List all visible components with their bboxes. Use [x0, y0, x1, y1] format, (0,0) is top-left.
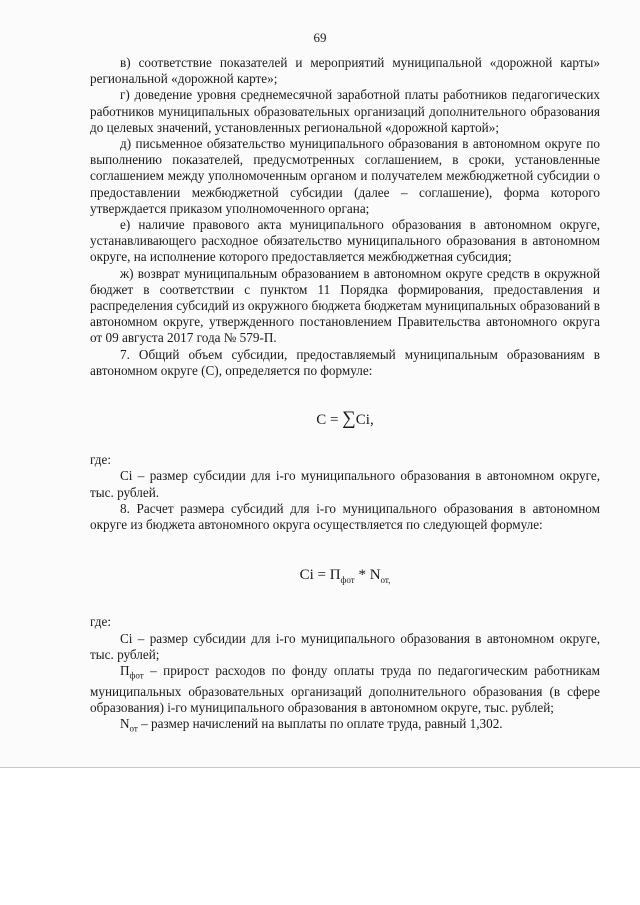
- where-label-2: где:: [90, 614, 111, 630]
- where-label-1: где:: [90, 452, 111, 468]
- not-subscript: от: [129, 723, 138, 734]
- not-text: – размер начислений на выплаты по оплате труда, равный 1,302.: [137, 716, 503, 732]
- formula-municipal-subsidy: [90, 567, 600, 588]
- page-number: 69: [313, 30, 327, 45]
- item-v: в) соответствие показателей и мероприятий муниципальной «дорожной карты» региональной «дорожной карте»;: [90, 55, 600, 87]
- item-d: д) письменное обязательство муниципального образования в автономном округе по выполнению показателей, предусмотренных соглашением, в сроки, установленные соглашением между уполномоченным органом и получателем межбюджетной субсидии о предоставлении межбюджетной субсидии (далее – соглашение), форма которого утверждается приказом уполномоченного органа;: [90, 136, 600, 216]
- pfot-subscript: фот: [129, 670, 144, 681]
- ci-definition-1: Ci – размер субсидии для i-го муниципального образования в автономном округе, тыс. рублей.: [90, 468, 600, 500]
- document-body: [90, 55, 600, 737]
- item-g: г) доведение уровня среднемесячной заработной платы работников педагогических работников муниципальных образовательных организаций дополнительного образования до целевых значений, установленных региональной «дорожной картой»;: [90, 87, 600, 135]
- not-definition: [90, 716, 600, 737]
- formula-2-lhs: Ci = П: [299, 567, 341, 584]
- item-e: е) наличие правового акта муниципального образования в автономном округе, устанавливающего расходное обязательство муниципального образования в автономном округе, на исполнение которого предоставляется межбюджетная субсидия;: [90, 217, 600, 265]
- pfot-definition: [90, 663, 600, 716]
- not-symbol: N: [120, 716, 130, 732]
- sigma-symbol: ∑: [342, 408, 356, 430]
- formula-2-mid: * N: [354, 567, 381, 584]
- pfot-text: – прирост расходов по фонду оплаты труда по педагогическим работникам муниципальных образовательных организаций дополнительного образования (в сфере образования) i-го муниципального образования в автономном округе, тыс. рублей;: [90, 663, 600, 716]
- page-background: [0, 768, 640, 905]
- paragraph-7: 7. Общий объем субсидии, предоставляемый муниципальным образованиям в автономном округе (С), определяется по формуле:: [90, 346, 600, 378]
- item-zh: ж) возврат муниципальным образованием в автономном округе средств в окружной бюджет в соответствии с пунктом 11 Порядка формирования, предоставления и распределения субсидий из окружного бюджета бюджетам муниципальных образований в автономном округе, утвержденного постановлением Правительства автономного округа от 09 августа 2017 года № 579-П.: [90, 265, 600, 346]
- pfot-symbol: П: [120, 663, 130, 679]
- formula-2-sub-ot: от,: [380, 575, 391, 586]
- formula-1-rhs: Ci,: [355, 412, 374, 429]
- formula-2-sub-fot: фот: [340, 575, 355, 586]
- formula-1-lhs: C =: [316, 412, 343, 429]
- ci-definition-2: Ci – размер субсидии для i-го муниципального образования в автономном округе, тыс. рублей;: [90, 630, 600, 662]
- paragraph-8: 8. Расчет размера субсидий для i-го муниципального образования в автономном округе из бюджета автономного округа осуществляется по следующей формуле:: [90, 500, 600, 533]
- formula-total-subsidy: [90, 408, 600, 430]
